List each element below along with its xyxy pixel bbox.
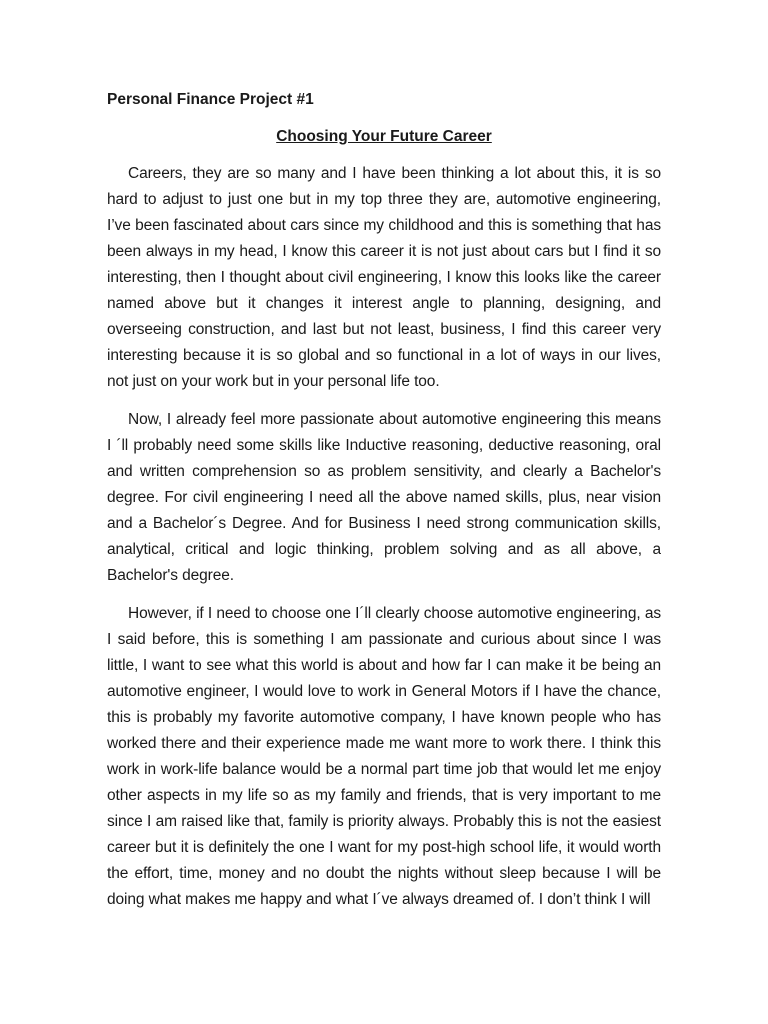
paragraph-1: Careers, they are so many and I have been thinking a lot about this, it is so hard to adjust to just one but in my top three they are, automotive engineering, I’ve been fascinated about cars since my childhood and this is something that has been always in my head, I know this career it is not just about cars but I find it so interesting, then I thought about civil engineering, I know this looks like the career named above but it changes it interest angle to planning, designing, and overseeing construction, and last but not least, business, I find this career very interesting because it is so global and so functional in a lot of ways in our lives, not just on your work but in your personal life too.	[107, 165, 661, 390]
paragraph-3: However, if I need to choose one I´ll clearly choose automotive engineering, as I said before, this is something I am passionate and curious about since I was little, I want to see what this world is about and how far I can make it be being an automotive engineer, I would love to work in General Motors if I have the chance, this is probably my favorite automotive company, I have known people who has worked there and their experience made me want more to work there. I think this work in work-life balance would be a normal part time job that would let me enjoy other aspects in my life so as my family and friends, that is very important to me since I am raised like that, family is priority always. Probably this is not the easiest career but it is definitely the one I want for my post-high school life, it would worth the effort, time, money and no doubt the nights without sleep because I will be doing what makes me happy and what I´ve always dreamed of. I don’t think I will	[107, 605, 661, 908]
document-heading: Personal Finance Project #1	[107, 91, 314, 108]
document-title: Choosing Your Future Career	[276, 128, 492, 145]
paragraph-2: Now, I already feel more passionate about automotive engineering this means I ´ll probably need some skills like Inductive reasoning, deductive reasoning, oral and written comprehension so as problem sensitivity, and clearly a Bachelor's degree. For civil engineering I need all the above named skills, plus, near vision and a Bachelor´s Degree. And for Business I need strong communication skills, analytical, critical and logic thinking, problem solving and as all above, a Bachelor's degree.	[107, 411, 661, 584]
document-body	[107, 161, 661, 941]
